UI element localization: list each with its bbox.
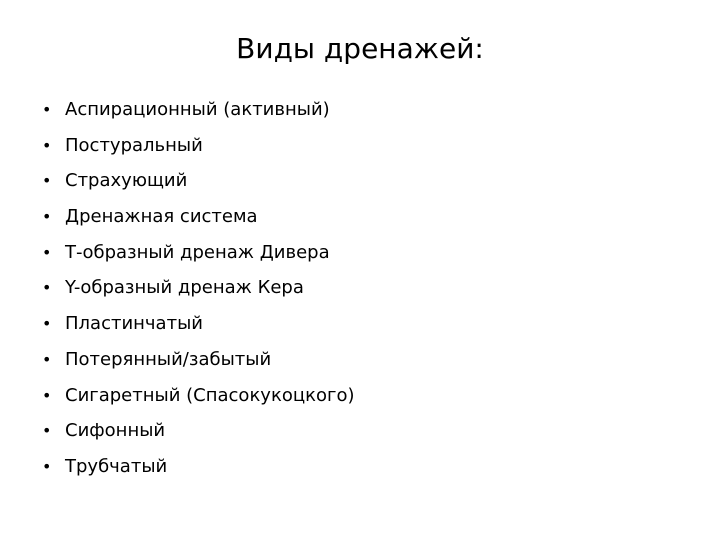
list-item-text: Т-образный дренаж Дивера	[65, 241, 330, 263]
list-item	[42, 270, 354, 306]
list-item	[42, 163, 354, 199]
list-item-text: Сигаретный (Спасокукоцкого)	[65, 384, 355, 406]
list-item	[42, 128, 354, 164]
list-item	[42, 199, 354, 235]
bullet-icon: •	[42, 349, 52, 369]
bullet-icon: •	[42, 242, 52, 262]
list-item	[42, 449, 354, 485]
bullet-icon: •	[42, 421, 52, 441]
bullet-icon: •	[42, 314, 52, 334]
list-item-text: Потерянный/забытый	[65, 348, 272, 370]
drainage-types-list	[42, 92, 354, 485]
list-item-text: Y-образный дренаж Кера	[65, 277, 304, 299]
bullet-icon: •	[42, 385, 52, 405]
bullet-icon: •	[42, 171, 52, 191]
list-item-text: Страхующий	[65, 170, 188, 192]
list-item-text: Трубчатый	[65, 455, 168, 477]
bullet-icon: •	[42, 135, 52, 155]
list-item	[42, 378, 354, 414]
list-item	[42, 413, 354, 449]
slide-title: Виды дренажей:	[236, 32, 484, 65]
list-item-text: Постуральный	[65, 134, 203, 156]
list-item-text: Аспирационный (активный)	[65, 99, 330, 120]
bullet-icon: •	[42, 100, 52, 119]
bullet-icon: •	[42, 456, 52, 476]
list-item-text: Дренажная система	[65, 206, 258, 228]
list-item	[42, 235, 354, 271]
list-item	[42, 342, 354, 378]
list-item-text: Пластинчатый	[65, 313, 203, 335]
bullet-icon: •	[42, 207, 52, 227]
list-item-text: Сифонный	[65, 420, 166, 442]
list-item	[42, 306, 354, 342]
bullet-icon: •	[42, 278, 52, 298]
list-item	[42, 92, 354, 128]
